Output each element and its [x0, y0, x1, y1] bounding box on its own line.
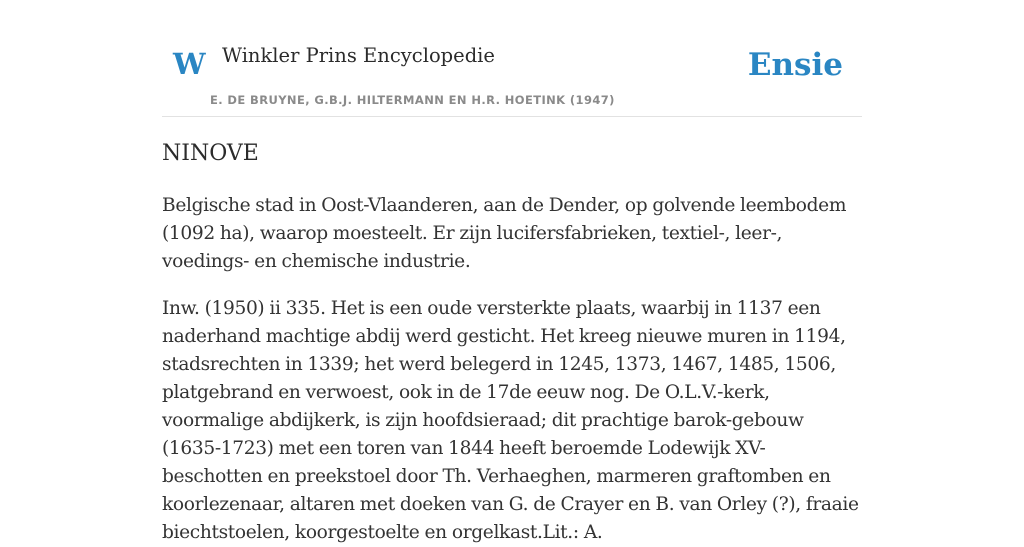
work-title[interactable]: Winkler Prins Encyclopedie [222, 44, 495, 67]
page-content [162, 0, 862, 543]
site-header [162, 0, 862, 117]
work-logo-icon[interactable]: W [173, 47, 206, 81]
entry-paragraph: Belgische stad in Oost-Vlaanderen, aan de Dender, op golvende leembodem (1092 ha), waarop moesteelt. Er zijn lucifersfabrieken, textiel-, leer-, voedings- en chemische industrie. [162, 195, 847, 272]
entry-title: NINOVE [162, 141, 259, 166]
ensie-logo[interactable]: Ensie [747, 47, 843, 83]
entry-paragraph: Inw. (1950) ii 335. Het is een oude versterkte plaats, waarbij in 1137 een naderhand machtige abdij werd gesticht. Het kreeg nieuwe muren in 1194, stadsrechten in 1339; het werd belegerd in 1245, 1373, 1467, 1485, 1506, platgebrand en verwoest, ook in de 17de eeuw nog. De O.L.V.-kerk, voormalige abdijkerk, is zijn hoofdsieraad; dit prachtige barok-gebouw (1635-1723) met een toren van 1844 heeft beroemde Lodewijk XV-beschotten en preekstoel door Th. Verhaeghen, marmeren graftomben en koorlezenaar, altaren met doeken van G. de Crayer en B. van Orley (?), fraaie biechtstoelen, koorgestoelte en orgelkast.Lit.: A. [162, 298, 859, 543]
work-authors: E. DE BRUYNE, G.B.J. HILTERMANN EN H.R. HOETINK (1947) [210, 93, 615, 107]
